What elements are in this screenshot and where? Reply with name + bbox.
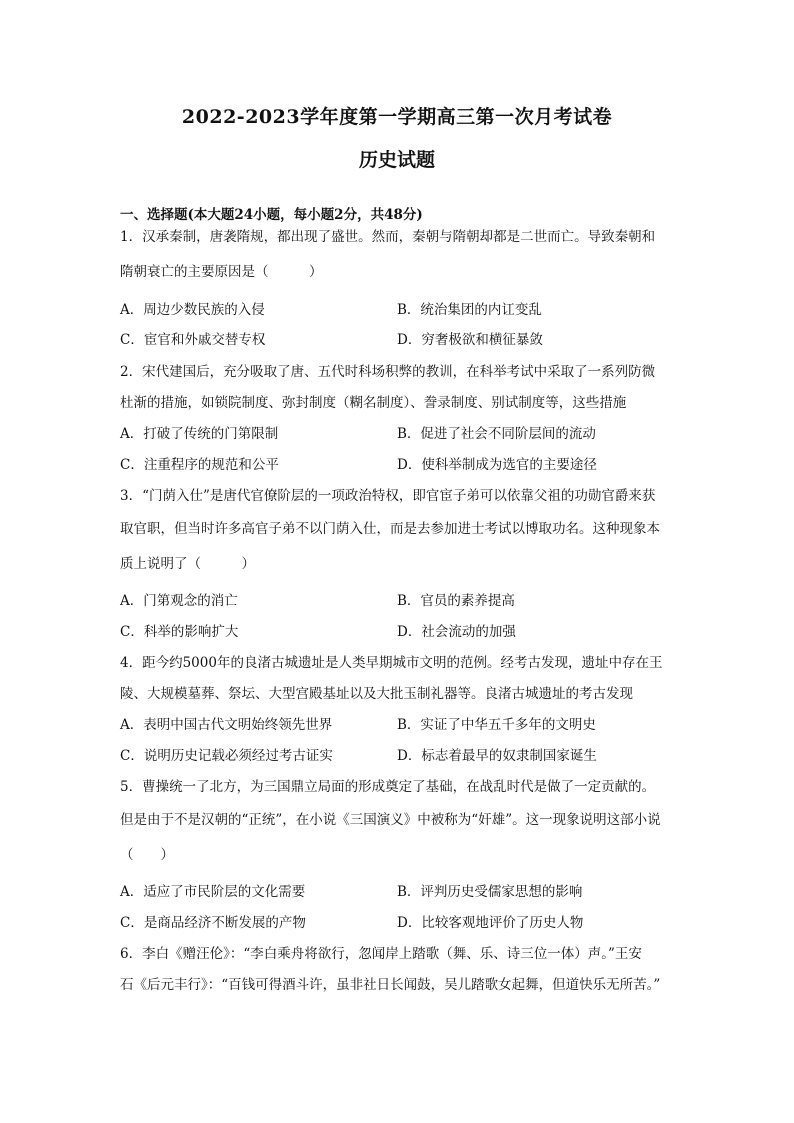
section-heading: 一、选择题(本大题24小题，每小题2分，共48分): [120, 207, 423, 223]
question-3-option-a: A．门第观念的消亡: [120, 593, 238, 609]
exam-title: 2022-2023学年度第一学期高三第一次月考试卷: [181, 106, 613, 128]
question-4-option-b: B．实证了中华五千多年的文明史: [397, 717, 596, 733]
question-3-option-d: D．社会流动的加强: [397, 624, 516, 640]
question-1-line-2: 隋朝衰亡的主要原因是（ ）: [120, 264, 323, 280]
question-4-line-1: 4．距今约5000年的良渚古城遗址是人类早期城市文明的范例。经考古发现，遗址中存在王: [120, 655, 663, 671]
question-3-line-1: 3．“门荫入仕”是唐代官僚阶层的一项政治特权，即官宦子弟可以依靠父祖的功勋官爵来获: [120, 488, 656, 504]
question-5-line-3: （ ）: [120, 847, 174, 863]
question-6-line-1: 6．李白《赠汪伦》：“李白乘舟将欲行，忽闻岸上踏歌（舞、乐、诗三位一体）声。”王安: [120, 946, 642, 962]
question-1-line-1: 1．汉承秦制，唐袭隋规，都出现了盛世。然而，秦朝与隋朝却都是二世而亡。导致秦朝和: [120, 229, 656, 245]
question-3-line-2: 取官职，但当时许多高官子弟不以门荫入仕，而是去参加进士考试以博取功名。这种现象本: [120, 521, 660, 537]
question-5-option-c: C．是商品经济不断发展的产物: [120, 915, 306, 931]
question-2-option-c: C．注重程序的规范和公平: [120, 457, 279, 473]
question-5-line-1: 5．曹操统一了北方，为三国鼎立局面的形成奠定了基础，在战乱时代是做了一定贡献的。: [120, 779, 656, 795]
question-3-option-c: C．科举的影响扩大: [120, 624, 239, 640]
question-1-option-d: D．穷奢极欲和横征暴敛: [397, 332, 543, 348]
question-3-option-b: B．官员的素养提高: [397, 593, 515, 609]
question-4-option-a: A．表明中国古代文明始终领先世界: [120, 717, 333, 733]
question-5-option-b: B．评判历史受儒家思想的影响: [397, 884, 583, 900]
question-4-option-c: C．说明历史记载必须经过考古证实: [120, 748, 333, 764]
question-1-option-c: C．宦官和外戚交替专权: [120, 332, 266, 348]
question-2-option-d: D．使科举制成为选官的主要途径: [397, 457, 597, 473]
question-5-option-a: A．适应了市民阶层的文化需要: [120, 884, 306, 900]
question-2-option-a: A．打破了传统的门第限制: [120, 426, 279, 442]
question-3-line-3: 质上说明了（ ）: [120, 556, 255, 572]
question-2-option-b: B．促进了社会不同阶层间的流动: [397, 426, 596, 442]
exam-subject: 历史试题: [358, 149, 435, 171]
question-4-line-2: 陵、大规模墓葬、祭坛、大型宫殿基址以及大批玉制礼器等。良渚古城遗址的考古发现: [120, 686, 633, 702]
question-5-line-2: 但是由于不是汉朝的“正统”，在小说《三国演义》中被称为“奸雄”。这一现象说明这部小说: [120, 812, 661, 828]
question-4-option-d: D．标志着最早的奴隶制国家诞生: [397, 748, 597, 764]
question-2-line-2: 杜渐的措施，如锁院制度、弥封制度（糊名制度）、誊录制度、别试制度等，这些措施: [120, 395, 627, 411]
question-1-option-b: B．统治集团的内讧变乱: [397, 302, 542, 318]
question-5-option-d: D．比较客观地评价了历史人物: [397, 915, 584, 931]
question-6-line-2: 石《后元丰行》：“百钱可得酒斗许，虽非社日长闻鼓，吴儿踏歌女起舞，但道快乐无所苦。”: [120, 977, 661, 993]
question-2-line-1: 2．宋代建国后，充分吸取了唐、五代时科场积弊的教训，在科举考试中采取了一系列防微: [120, 364, 656, 380]
question-1-option-a: A．周边少数民族的入侵: [120, 302, 265, 318]
